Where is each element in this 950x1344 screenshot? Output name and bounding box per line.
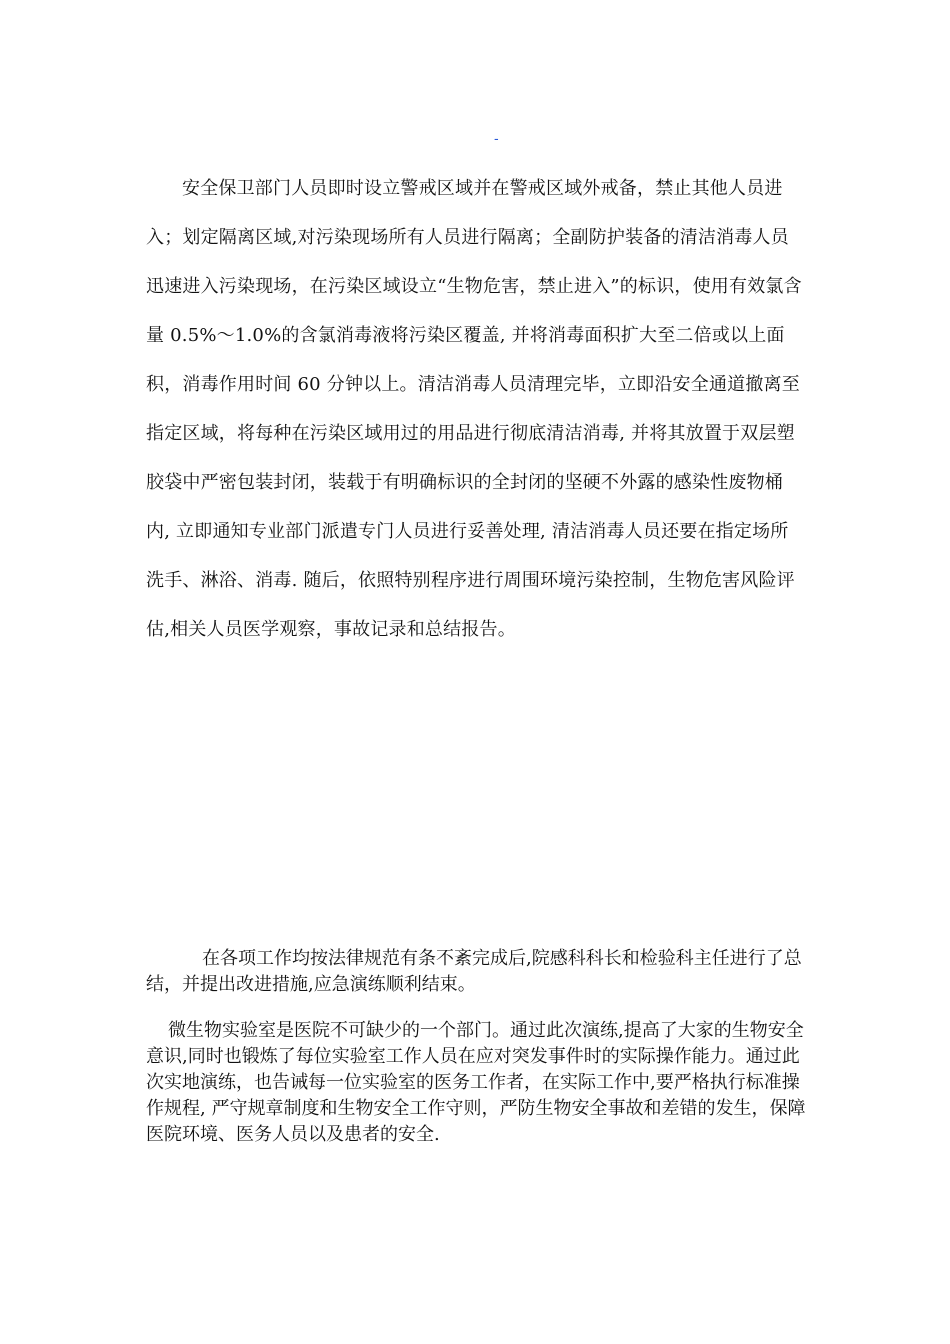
paragraph-summary: 在各项工作均按法律规范有条不紊完成后,院感科科长和检验科主任进行了总结，并提出改进措施,应急演练顺利结束。	[146, 948, 802, 995]
paragraph-conclusion: 微生物实验室是医院不可缺少的一个部门。通过此次演练,提高了大家的生物安全意识,同时也锻炼了每位实验室工作人员在应对突发事件时的实际操作能力。通过此次实地演练，也告诫每一位实验室的医务工作者，在实际工作中,要严格执行标准操作规程, 严守规章制度和生物安全工作守则，严防生物安全事故和差错的发生，保障医院环境、医务人员以及患者的安全.	[146, 1020, 806, 1145]
paragraph-emergency-procedure: 安全保卫部门人员即时设立警戒区域并在警戒区域外戒备，禁止其他人员进入；划定隔离区域,对污染现场所有人员进行隔离；全副防护装备的清洁消毒人员迅速进入污染现场，在污染区域设立“生物危害，禁止进入”的标识，使用有效氯含量 0.5%～1.0%的含氯消毒液将污染区覆盖, 并将消毒面积扩大至二倍或以上面积，消毒作用时间 60 分钟以上。清洁消毒人员清理完毕，立即沿安全通道撤离至指定区域，将每种在污染区域用过的用品进行彻底清洁消毒, 并将其放置于双层塑胶袋中严密包装封闭，装载于有明确标识的全封闭的坚硬不外露的感染性废物桶内, 立即通知专业部门派遣专门人员进行妥善处理, 清洁消毒人员还要在指定场所洗手、淋浴、消毒. 随后，依照特别程序进行周围环境污染控制，生物危害风险评估,相关人员医学观察，事故记录和总结报告。	[146, 178, 802, 640]
header-mark: -	[494, 130, 499, 146]
